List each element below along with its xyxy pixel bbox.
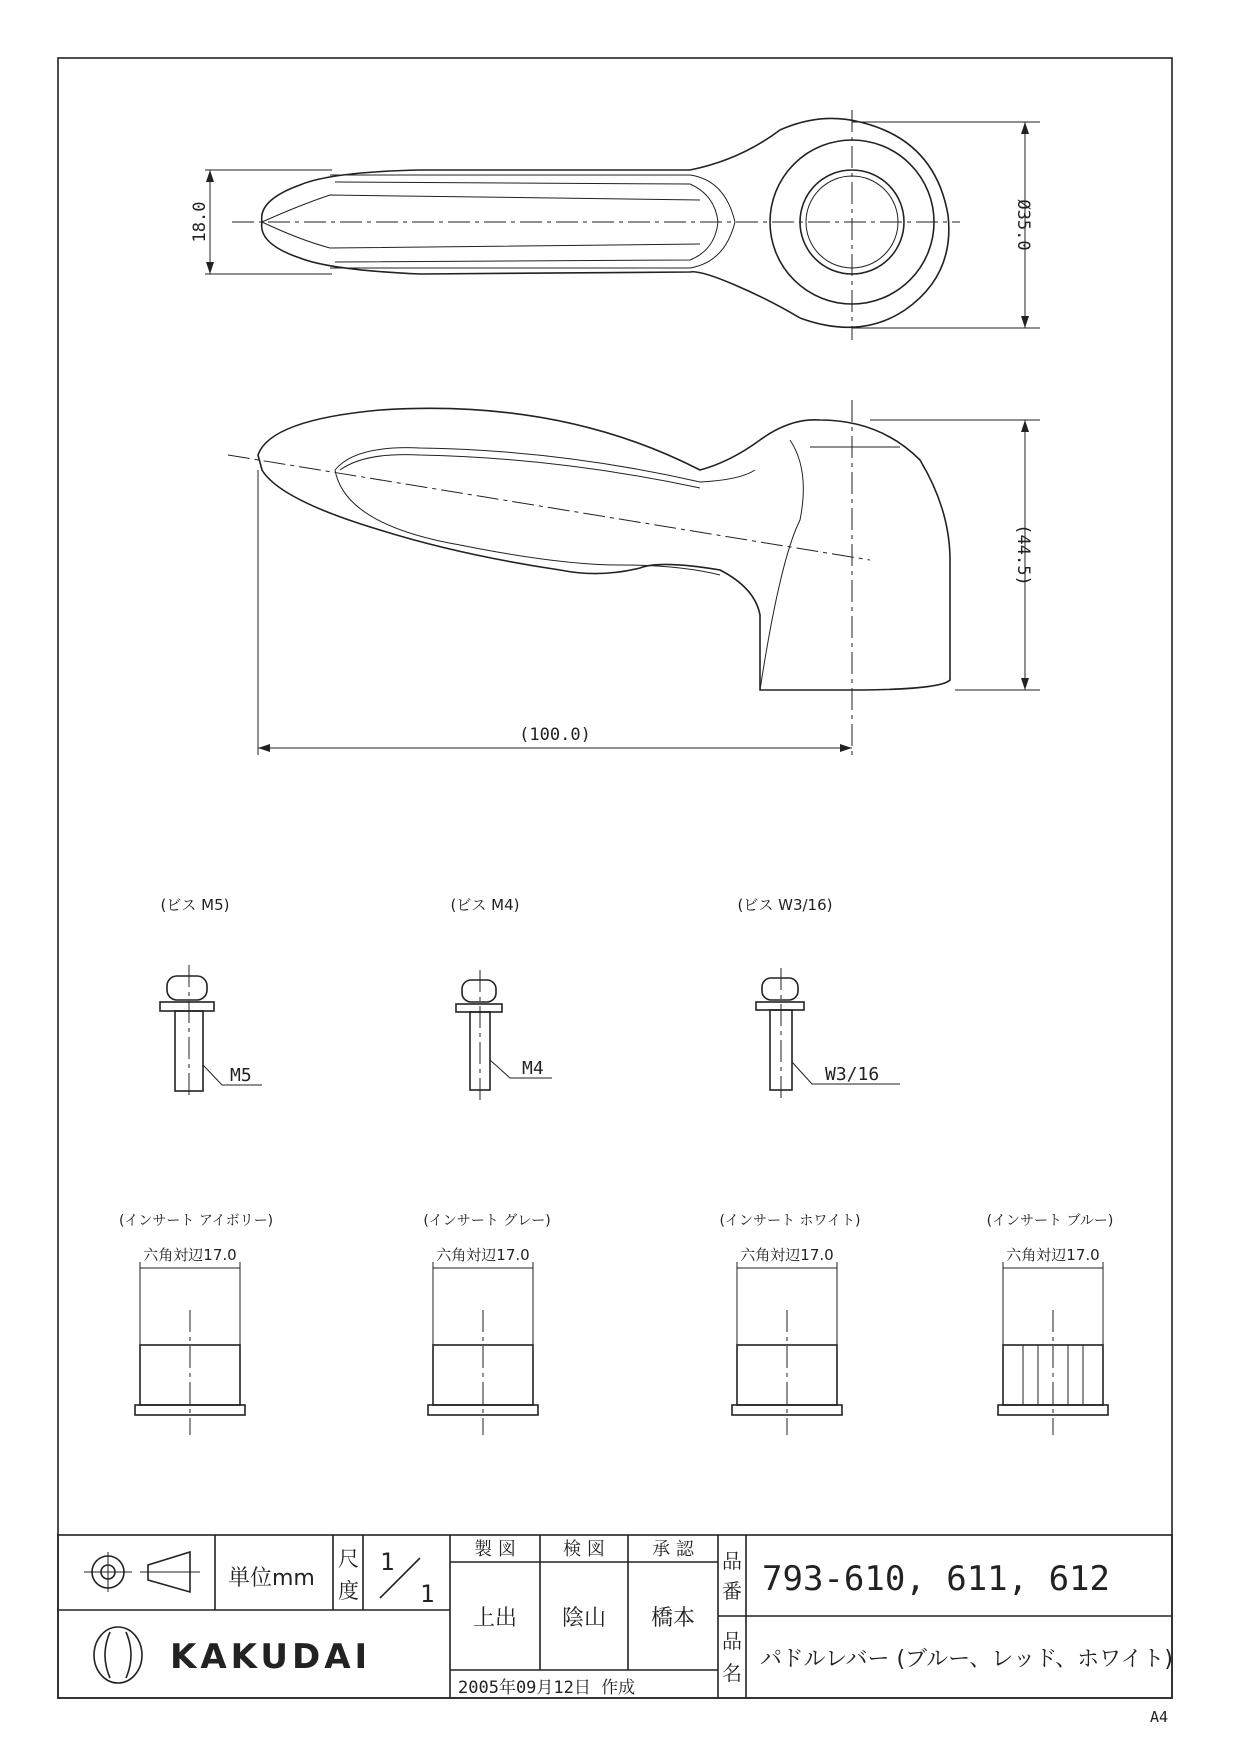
insert-title: (インサート アイボリー) bbox=[118, 1213, 274, 1229]
sheet-size: A4 bbox=[1149, 1708, 1168, 1726]
part-name-label-2: 名 bbox=[722, 1661, 742, 1685]
screw-title: (ビス W3/16) bbox=[737, 896, 833, 914]
checked-header: 検 図 bbox=[563, 1539, 605, 1560]
part-number: 793-610, 611, 612 bbox=[762, 1559, 1110, 1599]
insert-ivory bbox=[119, 1213, 273, 1435]
unit-label: 単位mm bbox=[228, 1566, 315, 1591]
lever-top-view bbox=[205, 110, 1040, 340]
scale-denominator: 1 bbox=[420, 1580, 435, 1608]
insert-dim-label: 六角対辺17.0 bbox=[436, 1246, 530, 1264]
creation-date: 2005年09月12日 作成 bbox=[458, 1678, 636, 1698]
insert-title: (インサート ホワイト) bbox=[719, 1213, 861, 1229]
scale-numerator: 1 bbox=[380, 1548, 395, 1576]
screw-w316 bbox=[738, 896, 901, 1100]
part-name-label-1: 品 bbox=[722, 1629, 742, 1653]
insert-title: (インサート ブルー) bbox=[986, 1213, 1114, 1229]
part-no-label-1: 品 bbox=[722, 1549, 742, 1573]
drawn-header: 製 図 bbox=[474, 1539, 516, 1560]
dim-width-label: 18.0 bbox=[190, 201, 210, 243]
insert-dim-label: 六角対辺17.0 bbox=[1006, 1246, 1100, 1264]
insert-dim-label: 六角対辺17.0 bbox=[740, 1246, 834, 1264]
drawn-by: 上出 bbox=[472, 1606, 518, 1631]
scale-label-2: 度 bbox=[338, 1579, 359, 1603]
insert-dim-label: 六角対辺17.0 bbox=[143, 1246, 237, 1264]
checked-by: 陰山 bbox=[561, 1606, 607, 1631]
scale-label-1: 尺 bbox=[338, 1547, 359, 1571]
screw-thread-label: M4 bbox=[522, 1058, 544, 1079]
screw-m5 bbox=[160, 896, 262, 1100]
kakudai-logo-icon bbox=[94, 1627, 142, 1683]
part-no-label-2: 番 bbox=[722, 1579, 742, 1603]
insert-white bbox=[720, 1213, 861, 1435]
dim-length-label: (100.0) bbox=[519, 725, 591, 745]
screw-m4 bbox=[451, 896, 552, 1100]
screw-thread-label: W3/16 bbox=[825, 1064, 880, 1085]
screw-thread-label: M5 bbox=[230, 1065, 252, 1086]
dim-diameter-label: Ø35.0 bbox=[1013, 199, 1033, 251]
lever-side-view bbox=[228, 400, 1040, 760]
approved-header: 承 認 bbox=[652, 1539, 694, 1560]
insert-title: (インサート グレー) bbox=[423, 1213, 551, 1229]
approved-by: 橋本 bbox=[650, 1606, 696, 1631]
dim-height-label: (44.5) bbox=[1013, 524, 1033, 586]
screw-title: (ビス M4) bbox=[450, 896, 520, 914]
insert-blue bbox=[987, 1213, 1114, 1435]
drawing-frame bbox=[58, 58, 1172, 1698]
part-name: パドルレバー (ブルー、レッド、ホワイト) bbox=[760, 1647, 1174, 1672]
logo-text: KAKUDAI bbox=[170, 1637, 372, 1677]
screw-title: (ビス M5) bbox=[160, 896, 230, 914]
insert-gray bbox=[423, 1213, 550, 1435]
